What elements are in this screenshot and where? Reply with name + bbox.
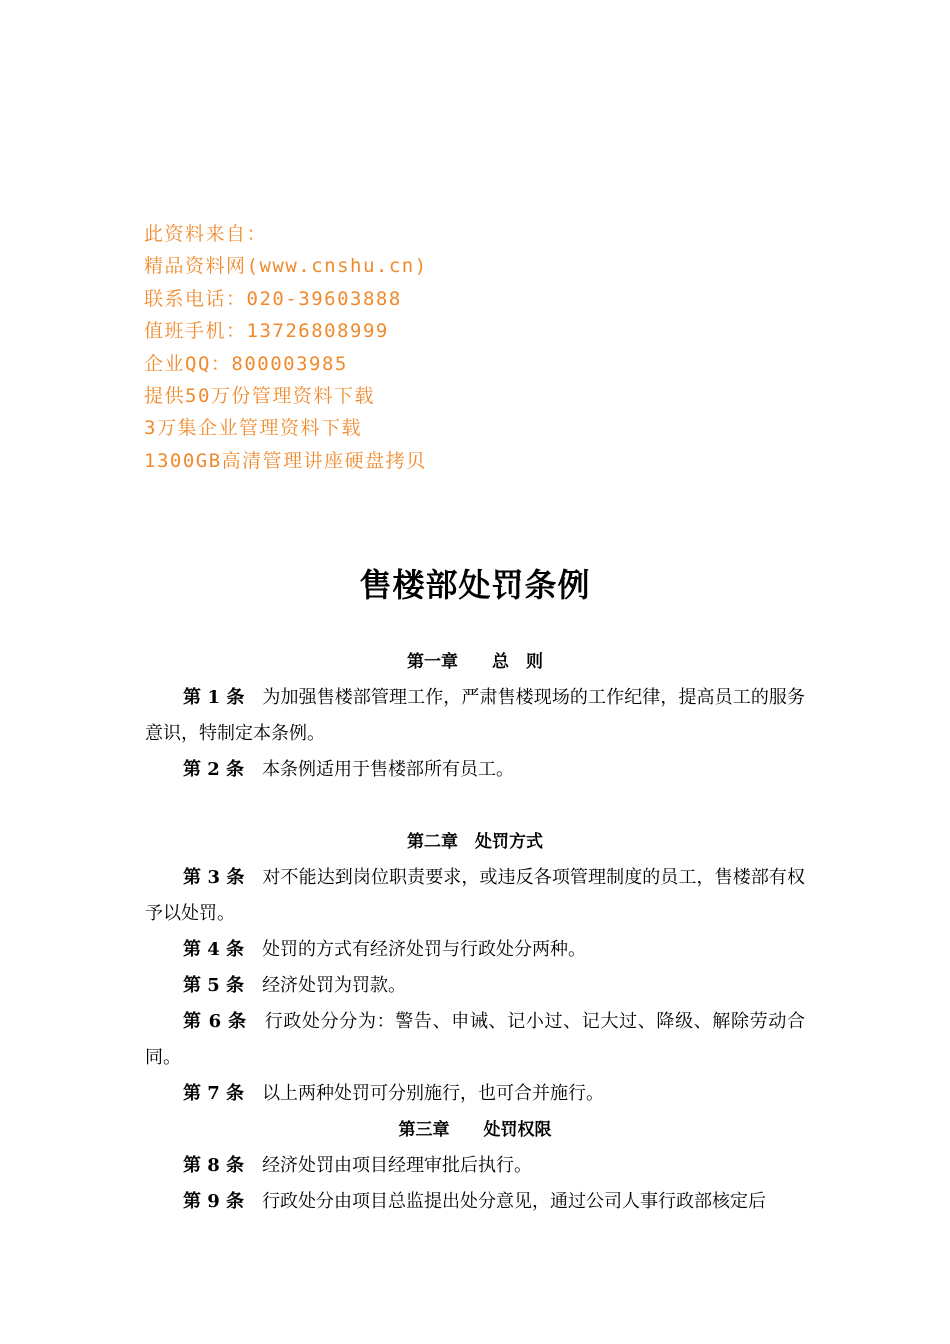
source-info-line: 1300GB高清管理讲座硬盘拷贝 [144, 449, 427, 472]
article-text: 为加强售楼部管理工作，严肃售楼现场的工作纪律，提高员工的服务意识，特制定本条例。 [145, 687, 806, 744]
article-text: 行政处分由项目总监提出处分意见，通过公司人事行政部核定后 [262, 1191, 767, 1212]
article-text: 经济处罚由项目经理审批后执行。 [262, 1155, 533, 1176]
article-label: 第 1 条 [183, 687, 245, 708]
chapter-heading: 第一章 总 则 [407, 652, 543, 672]
article [145, 1148, 805, 1184]
article-text: 经济处罚为罚款。 [262, 975, 407, 996]
chapter-heading: 第二章 处罚方式 [407, 832, 543, 852]
source-info-line: 联系电话：020-39603888 [144, 287, 402, 310]
source-info-line: 提供50万份管理资料下载 [144, 384, 375, 407]
document-body [145, 644, 805, 1220]
article [145, 1004, 805, 1076]
article-label: 第 8 条 [183, 1155, 245, 1176]
source-info-line: 此资料来自： [144, 223, 268, 245]
article [145, 680, 805, 752]
source-info-line: 企业QQ：800003985 [144, 352, 348, 375]
article-label: 第 6 条 [183, 1011, 247, 1032]
article-text: 以上两种处罚可分别施行，也可合并施行。 [262, 1083, 605, 1104]
article [145, 1076, 805, 1112]
source-info-line: 3万集企业管理资料下载 [144, 417, 362, 440]
article [145, 860, 805, 932]
article [145, 968, 805, 1004]
article [145, 932, 805, 968]
source-info-block [144, 218, 744, 477]
article-label: 第 7 条 [183, 1083, 245, 1104]
article [145, 752, 805, 788]
document-title: 售楼部处罚条例 [359, 566, 591, 604]
article-label: 第 9 条 [183, 1191, 245, 1212]
article-text: 处罚的方式有经济处罚与行政处分两种。 [262, 939, 587, 960]
article-text: 本条例适用于售楼部所有员工。 [262, 759, 515, 780]
article-label: 第 3 条 [183, 867, 245, 888]
article [145, 1184, 805, 1220]
article-label: 第 4 条 [183, 939, 245, 960]
article-text: 行政处分分为：警告、申诫、记小过、记大过、降级、解除劳动合同。 [145, 1011, 806, 1068]
article-label: 第 2 条 [183, 759, 245, 780]
chapter-heading: 第三章 处罚权限 [398, 1120, 552, 1140]
source-info-line: 精品资料网(www.cnshu.cn) [144, 255, 428, 278]
article-label: 第 5 条 [183, 975, 245, 996]
spacer [145, 788, 805, 824]
article-text: 对不能达到岗位职责要求，或违反各项管理制度的员工，售楼部有权予以处罚。 [145, 867, 806, 924]
source-info-line: 值班手机：13726808999 [144, 320, 389, 343]
